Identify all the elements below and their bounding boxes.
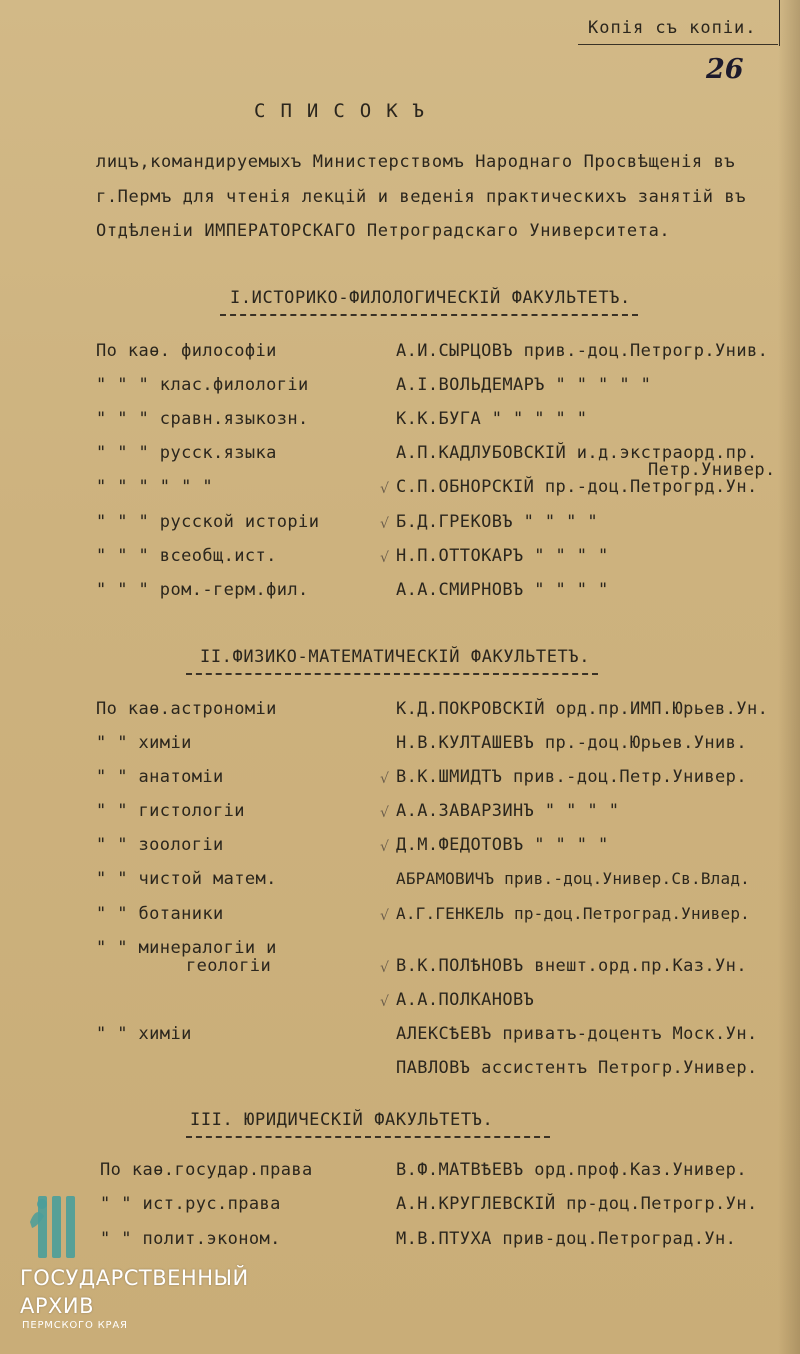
chair-cell: " " " всеобщ.ист. (96, 546, 277, 566)
copy-note-border (779, 0, 780, 46)
person-cell: Н.В.КУЛТАШЕВЪ пр.-доц.Юрьев.Унив. (396, 733, 747, 753)
person-cell: К.Д.ПОКРОВСКІЙ орд.пр.ИМП.Юрьев.Ун. (396, 699, 769, 719)
section-underline (186, 1136, 550, 1138)
person-cell: А.И.СЫРЦОВЪ прив.-доц.Петрогр.Унив. (396, 341, 769, 361)
section-underline (220, 314, 638, 316)
checkmark-icon: √ (380, 481, 389, 497)
intro-line-1: лицъ,командируемыхъ Министерствомъ Народнаго Просвѣщенія въ (96, 152, 736, 172)
checkmark-icon: √ (380, 908, 389, 924)
person-cell: С.П.ОБНОРСКІЙ пр.-доц.Петрогрд.Ун. (396, 477, 758, 497)
chair-cell: По каѳ.астрономіи (96, 699, 277, 719)
watermark-line-3: ПЕРМСКОГО КРАЯ (22, 1320, 128, 1331)
person-cell: АБРАМОВИЧЪ прив.-доц.Универ.Св.Влад. (396, 869, 750, 888)
person-cell: А.А.ЗАВАРЗИНЪ " " " " (396, 801, 620, 821)
document-title: СПИСОКЪ (254, 100, 440, 122)
person-cell: А.Г.ГЕНКЕЛЬ пр-доц.Петроград.Универ. (396, 904, 750, 923)
person-cell-continuation: Петр.Универ. (648, 460, 776, 480)
person-cell: В.Ф.МАТВѢЕВЪ орд.проф.Каз.Универ. (396, 1160, 747, 1180)
person-cell: А.І.ВОЛЬДЕМАРЪ " " " " " (396, 375, 652, 395)
chair-cell-continuation: геологіи (186, 956, 272, 976)
person-cell: ПАВЛОВЪ ассистентъ Петрогр.Универ. (396, 1058, 758, 1078)
chair-cell: " " химіи (96, 1024, 192, 1044)
chair-cell: " " чистой матем. (96, 869, 277, 889)
copy-note: Копія съ копіи. (588, 18, 757, 38)
chair-cell: " " " " " " (96, 477, 213, 497)
watermark-line-1: ГОСУДАРСТВЕННЫЙ (20, 1266, 249, 1290)
section-heading-physics-mathematics: II.ФИЗИКО-МАТЕМАТИЧЕСКІЙ ФАКУЛЬТЕТЪ. (200, 647, 591, 667)
section-heading-law: III. ЮРИДИЧЕСКІЙ ФАКУЛЬТЕТЪ. (190, 1110, 494, 1130)
chair-cell: " " ботаники (96, 904, 224, 924)
archive-logo-icon (26, 1190, 106, 1270)
checkmark-icon: √ (380, 771, 389, 787)
person-cell: АЛЕКСѢЕВЪ приватъ-доцентъ Моск.Ун. (396, 1024, 758, 1044)
person-cell: А.А.ПОЛКАНОВЪ (396, 990, 535, 1010)
person-cell: М.В.ПТУХА прив-доц.Петроград.Ун. (396, 1229, 737, 1249)
chair-cell: " " " сравн.языкозн. (96, 409, 309, 429)
chair-cell: " " полит.эконом. (100, 1229, 281, 1249)
sheet-number: 26 (706, 54, 744, 85)
paper-edge-shadow (778, 0, 800, 1354)
person-cell: Д.М.ФЕДОТОВЪ " " " " (396, 835, 609, 855)
checkmark-icon: √ (380, 994, 389, 1010)
person-cell: В.К.ШМИДТЪ прив.-доц.Петр.Универ. (396, 767, 747, 787)
checkmark-icon: √ (380, 960, 389, 976)
chair-cell: " " " ром.-герм.фил. (96, 580, 309, 600)
chair-cell: " " зоологіи (96, 835, 224, 855)
copy-note-underline (578, 44, 778, 45)
intro-line-2: г.Пермъ для чтенія лекцій и веденія практическихъ занятій въ (96, 187, 747, 207)
person-cell: А.Н.КРУГЛЕВСКІЙ пр-доц.Петрогр.Ун. (396, 1194, 758, 1214)
checkmark-icon: √ (380, 805, 389, 821)
person-cell: А.П.КАДЛУБОВСКІЙ и.д.экстраорд.пр. (396, 443, 758, 463)
person-cell: В.К.ПОЛѢНОВЪ внешт.орд.пр.Каз.Ун. (396, 956, 747, 976)
checkmark-icon: √ (380, 550, 389, 566)
chair-cell: " " анатоміи (96, 767, 224, 787)
checkmark-icon: √ (380, 516, 389, 532)
chair-cell: " " минералогіи и (96, 938, 277, 958)
chair-cell: " " " русской исторіи (96, 512, 320, 532)
person-cell: К.К.БУГА " " " " " (396, 409, 588, 429)
watermark-line-2: АРХИВ (20, 1294, 95, 1318)
chair-cell: " " " клас.филологіи (96, 375, 309, 395)
chair-cell: " " гистологіи (96, 801, 245, 821)
checkmark-icon: √ (380, 839, 389, 855)
chair-cell: По каѳ. философіи (96, 341, 277, 361)
chair-cell: " " " русск.языка (96, 443, 277, 463)
section-underline (186, 673, 598, 675)
section-heading-historical-philological: I.ИСТОРИКО-ФИЛОЛОГИЧЕСКІЙ ФАКУЛЬТЕТЪ. (230, 288, 631, 308)
person-cell: Н.П.ОТТОКАРЪ " " " " (396, 546, 609, 566)
intro-line-3: Отдѣленіи ИМПЕРАТОРСКАГО Петроградскаго Университета. (96, 221, 671, 241)
chair-cell: " " ист.рус.права (100, 1194, 281, 1214)
person-cell: А.А.СМИРНОВЪ " " " " (396, 580, 609, 600)
chair-cell: По каѳ.государ.права (100, 1160, 313, 1180)
chair-cell: " " химіи (96, 733, 192, 753)
person-cell: Б.Д.ГРЕКОВЪ " " " " (396, 512, 599, 532)
